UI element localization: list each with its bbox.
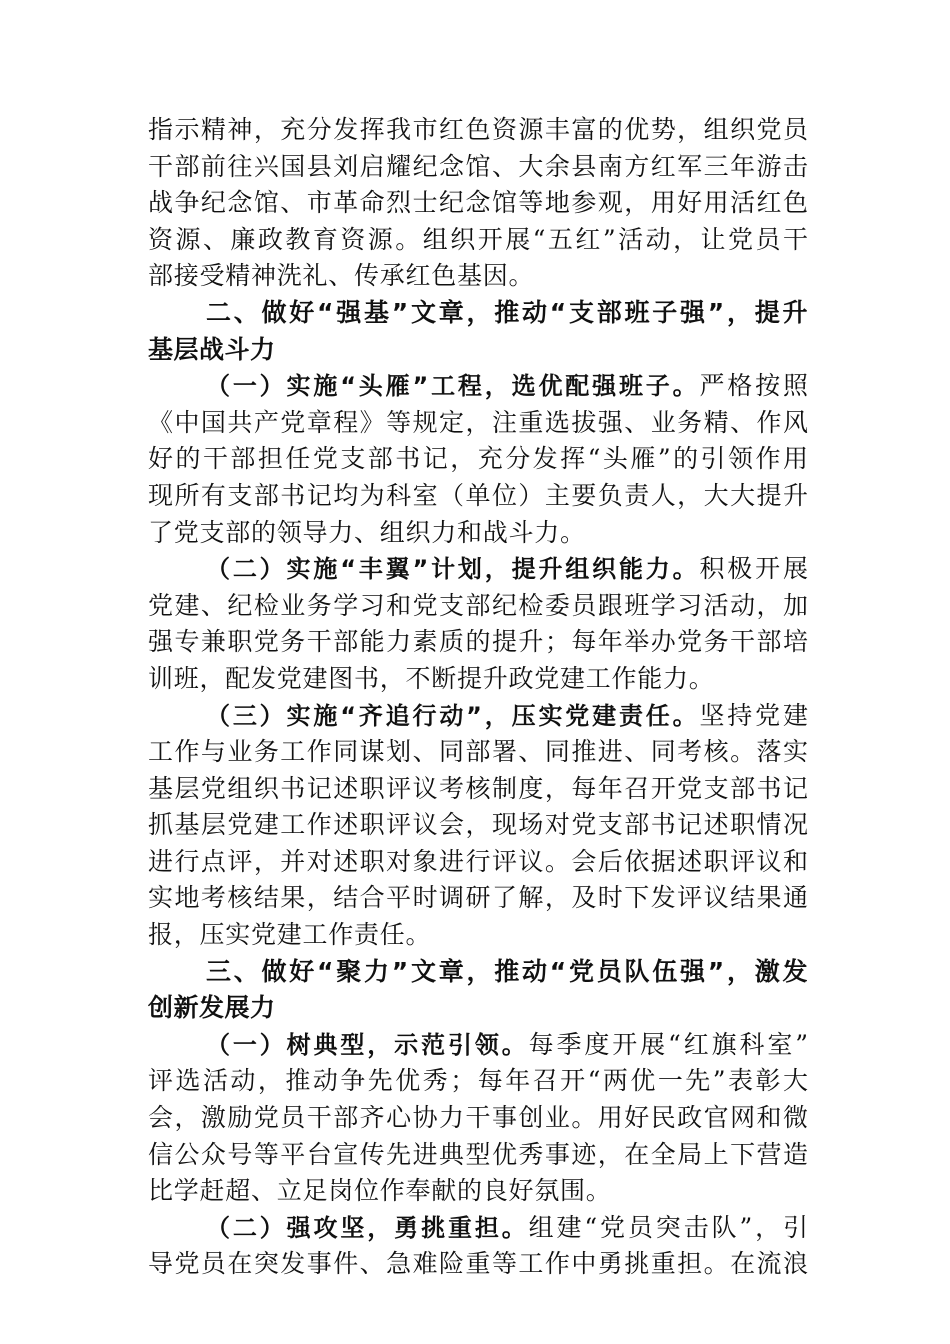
text-span: 组建“党员突击队”，引	[528, 1212, 809, 1242]
heading-line: 基层战斗力	[148, 334, 276, 364]
text-line: 指示精神，充分发挥我市红色资源丰富的优势，组织党员	[148, 115, 808, 144]
text-line: 进行点评，并对述职对象进行评议。会后依据述职评议和	[148, 846, 808, 876]
paragraph	[148, 368, 808, 551]
text-span: 每季度开展“红旗科室”	[528, 1029, 809, 1059]
text-line: 干部前往兴国县刘启耀纪念馆、大余县南方红军三年游击	[148, 151, 808, 181]
paragraph	[148, 551, 808, 697]
text-line: 比学赶超、立足岗位作奉献的良好氛围。	[148, 1176, 612, 1206]
text-line: 导党员在突发事件、急难险重等工作中勇挑重担。在流浪	[148, 1249, 808, 1279]
text-line: 现所有支部书记均为科室（单位）主要负责人，大大提升	[148, 480, 808, 510]
text-line	[148, 698, 808, 735]
document-page	[148, 112, 808, 1283]
text-line: 信公众号等平台宣传先进典型优秀事迹，在全局上下营造	[148, 1139, 808, 1169]
paragraph	[148, 1027, 808, 1210]
text-line: 工作与业务工作同谋划、同部署、同推进、同考核。落实	[148, 737, 808, 767]
text-line	[148, 1210, 808, 1247]
text-line: 党建、纪检业务学习和党支部纪检委员跟班学习活动，加	[148, 590, 808, 620]
heading-line: 三、做好“聚力”文章，推动“党员队伍强”，激发	[206, 956, 808, 986]
text-line: 部接受精神洗礼、传承红色基因。	[148, 261, 535, 291]
subheading-lead: （二）实施“丰翼”计划，提升组织能力。	[206, 555, 700, 584]
section-heading	[148, 295, 808, 368]
text-span: 坚持党建	[699, 700, 808, 730]
text-span: 积极开展	[699, 554, 808, 584]
text-line: 训班，配发党建图书，不断提升政党建工作能力。	[148, 663, 715, 693]
text-line: 了党支部的领导力、组织力和战斗力。	[148, 517, 586, 547]
subheading-lead: （一）实施“头雁”工程，选优配强班子。	[206, 372, 700, 401]
heading-line: 创新发展力	[148, 993, 276, 1023]
text-line: 会，激励党员干部齐心协力干事创业。用好民政官网和微	[148, 1103, 808, 1133]
text-line: 抓基层党建工作述职评议会，现场对党支部书记述职情况	[148, 810, 808, 840]
text-line: 资源、廉政教育资源。组织开展“五红”活动，让党员干	[148, 224, 808, 254]
subheading-lead: （一）树典型，示范引领。	[206, 1030, 529, 1059]
text-line: 评选活动，推动争先优秀；每年召开“两优一先”表彰大	[148, 1066, 808, 1096]
heading-line: 二、做好“强基”文章，推动“支部班子强”，提升	[206, 297, 808, 327]
text-line	[148, 368, 808, 405]
text-line: 好的干部担任党支部书记，充分发挥“头雁”的引领作用	[148, 444, 808, 474]
text-line: 基层党组织书记述职评议考核制度，每年召开党支部书记	[148, 773, 808, 803]
section-heading	[148, 954, 808, 1027]
text-line: 《中国共产党章程》等规定，注重选拔强、业务精、作风	[148, 407, 808, 437]
text-line: 强专兼职党务干部能力素质的提升；每年举办党务干部培	[148, 627, 808, 657]
text-line	[148, 1027, 808, 1064]
paragraph	[148, 112, 808, 295]
paragraph	[148, 1210, 808, 1283]
paragraph	[148, 698, 808, 954]
subheading-lead: （二）强攻坚，勇挑重担。	[206, 1213, 529, 1242]
text-line	[148, 551, 808, 588]
text-span: 严格按照	[699, 371, 808, 401]
text-line: 报，压实党建工作责任。	[148, 920, 432, 950]
text-line: 战争纪念馆、市革命烈士纪念馆等地参观，用好用活红色	[148, 188, 808, 218]
subheading-lead: （三）实施“齐追行动”，压实党建责任。	[206, 701, 700, 730]
text-line: 实地考核结果，结合平时调研了解，及时下发评议结果通	[148, 883, 808, 913]
